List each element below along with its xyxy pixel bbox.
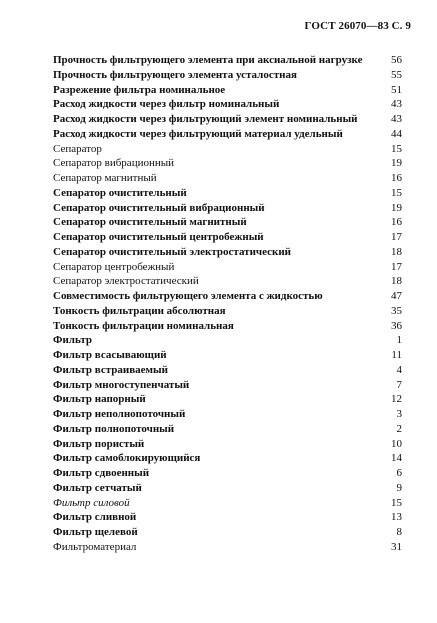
index-term: Сепаратор электростатический (53, 275, 199, 288)
index-entry (53, 304, 402, 319)
index-entry (53, 319, 402, 334)
index-entry (53, 422, 402, 437)
index-term: Тонкость фильтрации абсолютная (53, 304, 226, 317)
index-entry (53, 142, 402, 157)
index-entry (53, 201, 402, 216)
index-entry (53, 112, 402, 127)
index-entry (53, 289, 402, 304)
index-entry (53, 186, 402, 201)
index-entry (53, 348, 402, 363)
index-page-number: 17 (391, 231, 402, 243)
index-term: Фильтр сливной (53, 511, 137, 524)
index-term: Совместимость фильтрующего элемента с жидкостью (53, 290, 323, 302)
index-term: Фильтроматериал (53, 540, 137, 553)
index-page-number: 35 (391, 304, 402, 317)
index-term: Фильтр щелевой (53, 526, 138, 538)
index-entry (53, 481, 402, 496)
index-term: Прочность фильтрующего элемента при аксиальной нагрузке (53, 54, 363, 66)
index-page-number: 51 (391, 83, 402, 96)
index-term: Сепаратор (53, 142, 102, 155)
index-entry (53, 466, 402, 481)
index-term: Фильтр всасывающий (53, 349, 167, 361)
index-page-number: 6 (396, 467, 402, 479)
index-term: Расход жидкости через фильтрующий материал удельный (53, 127, 343, 140)
index-term: Прочность фильтрующего элемента усталостная (53, 68, 297, 81)
index-page-number: 15 (391, 186, 402, 199)
index-term: Фильтр полнопоточный (53, 422, 175, 435)
index-page-number: 18 (391, 275, 402, 288)
index-page-number: 19 (391, 157, 402, 170)
index-term: Фильтр пористый (53, 437, 145, 450)
index-term: Сепаратор магнитный (53, 172, 157, 184)
index-page-number: 7 (396, 378, 402, 391)
index-page-number: 43 (391, 113, 402, 125)
index-page-number: 16 (391, 216, 402, 229)
index-entry (53, 510, 402, 525)
index-page-number: 3 (396, 408, 402, 420)
index-page-number: 16 (391, 172, 402, 184)
index-term: Разрежение фильтра номинальное (53, 83, 226, 96)
index-entry (53, 83, 402, 98)
index-entry (53, 156, 402, 171)
index-page-number: 14 (391, 452, 402, 465)
index-entry (53, 392, 402, 407)
index-page-number: 31 (391, 540, 402, 553)
index-term: Сепаратор вибрационный (53, 157, 175, 170)
index-entry (53, 260, 402, 275)
index-term: Сепаратор очистительный (53, 186, 187, 199)
index-entry (53, 53, 402, 68)
index-term: Фильтр неполнопоточный (53, 408, 186, 420)
index-page-number: 36 (391, 319, 402, 332)
index-page-number: 43 (391, 98, 402, 111)
index-entry (53, 363, 402, 378)
index-term: Фильтр силовой (53, 496, 130, 509)
index-term: Сепаратор очистительный центробежный (53, 231, 264, 243)
index-page-number: 15 (391, 496, 402, 509)
index-page-number: 8 (396, 526, 402, 538)
index-term: Фильтр сдвоенный (53, 467, 150, 479)
index-page-number: 17 (391, 260, 402, 273)
index-page-number: 56 (391, 54, 402, 66)
index-page-number: 10 (391, 437, 402, 450)
index-entry (53, 245, 402, 260)
index-page-number: 18 (391, 245, 402, 258)
index-page-number: 11 (391, 349, 402, 361)
index-page-number: 4 (396, 363, 402, 376)
index-entry (53, 230, 402, 245)
index-entry (53, 333, 402, 348)
index-term: Сепаратор очистительный электростатический (53, 245, 292, 258)
index-entry (53, 171, 402, 186)
index-page-number: 19 (391, 201, 402, 214)
index-entry (53, 496, 402, 511)
index-page-number: 44 (391, 127, 402, 140)
index-entry (53, 437, 402, 452)
index-page-number: 47 (391, 290, 402, 302)
index-entry (53, 451, 402, 466)
index-entry (53, 97, 402, 112)
index-entry (53, 540, 402, 555)
index-page-number: 12 (391, 393, 402, 406)
index-term: Расход жидкости через фильтр номинальный (53, 98, 280, 111)
index-page-number: 13 (391, 511, 402, 524)
index-term: Расход жидкости через фильтрующий элемент номинальный (53, 113, 358, 125)
index-term: Сепаратор очистительный магнитный (53, 216, 247, 229)
index-entry (53, 215, 402, 230)
index-entry (53, 378, 402, 393)
index-term: Фильтр (53, 334, 93, 347)
term-index-list (53, 53, 402, 555)
index-entry (53, 525, 402, 540)
index-term: Сепаратор очистительный вибрационный (53, 201, 265, 214)
index-term: Сепаратор центробежный (53, 260, 175, 273)
index-term: Фильтр сетчатый (53, 481, 142, 494)
index-page-number: 55 (391, 68, 402, 81)
index-entry (53, 68, 402, 83)
index-term: Фильтр самоблокирующийся (53, 452, 201, 465)
index-page-number: 15 (391, 142, 402, 155)
index-page-number: 2 (396, 422, 402, 435)
index-term: Фильтр напорный (53, 393, 146, 406)
index-entry (53, 127, 402, 142)
index-entry (53, 274, 402, 289)
index-page-number: 1 (396, 334, 402, 347)
index-term: Тонкость фильтрации номинальная (53, 319, 234, 332)
page-header: ГОСТ 26070—83 С. 9 (304, 20, 411, 32)
index-page-number: 9 (396, 481, 402, 494)
index-term: Фильтр многоступенчатый (53, 378, 190, 391)
index-entry (53, 407, 402, 422)
index-term: Фильтр встраиваемый (53, 363, 168, 376)
